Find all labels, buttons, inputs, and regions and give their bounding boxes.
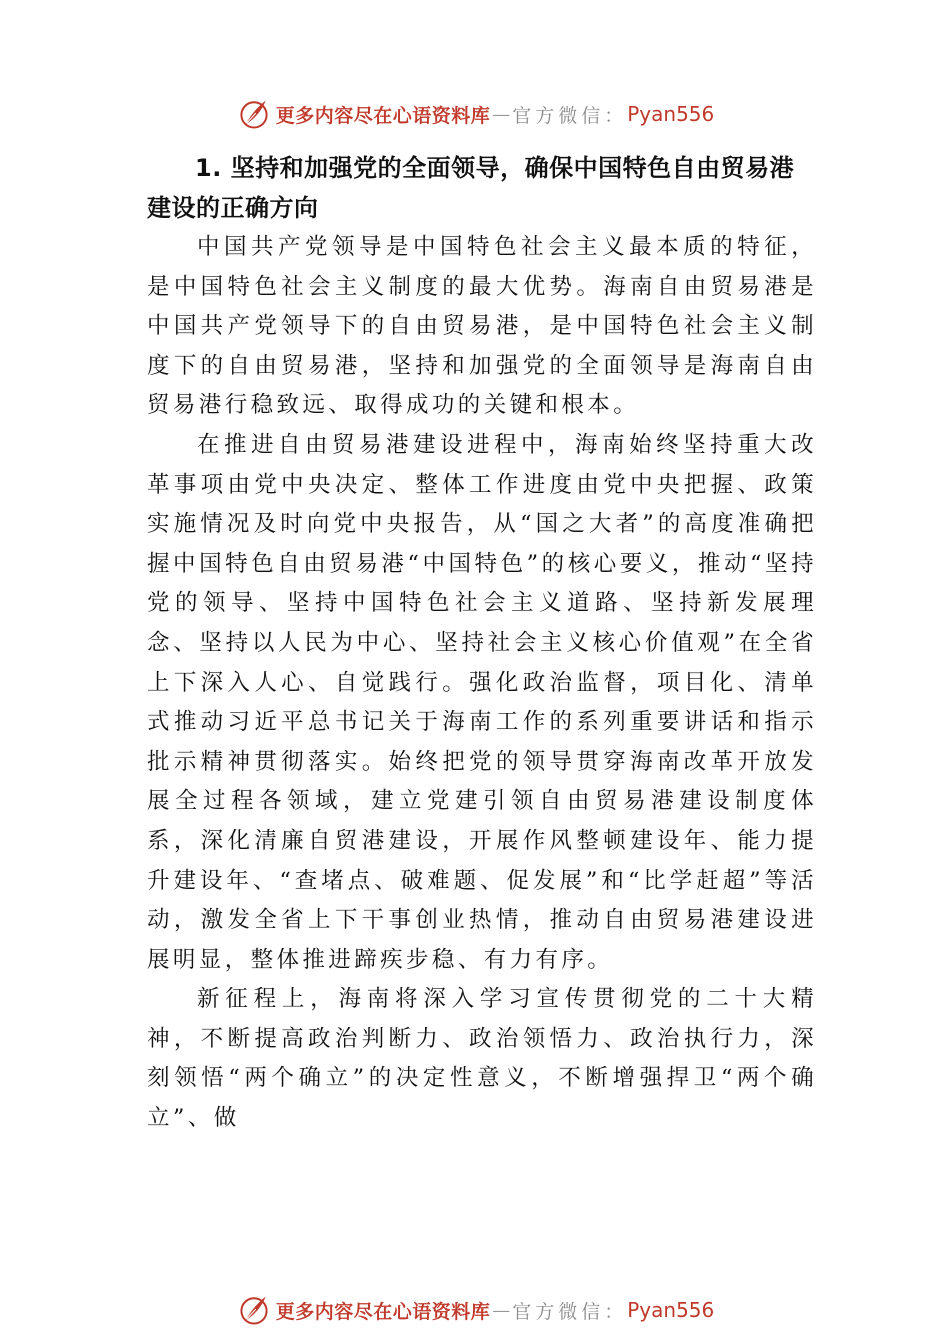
paragraph-3: 新征程上，海南将深入学习宣传贯彻党的二十大精神，不断提高政治判断力、政治领悟力、政治执行力，深刻领悟“两个确立”的决定性意义，不断增强捍卫“两个确立”、做 [147, 986, 817, 1132]
watermark-wechat-id: Pyan556 [627, 102, 715, 126]
watermark-separator: — [492, 103, 511, 125]
watermark-official-label: 官方微信： [512, 1300, 628, 1323]
watermark-footer [0, 1288, 950, 1332]
watermark-brand-text: 更多内容尽在心语资料库 [275, 1300, 491, 1323]
watermark-header [0, 92, 950, 136]
watermark-separator: — [492, 1299, 511, 1321]
watermark-brand-text: 更多内容尽在心语资料库 [275, 104, 491, 127]
watermark-wechat-id: Pyan556 [627, 1298, 715, 1322]
quill-logo-icon [236, 1292, 272, 1328]
watermark-official-label: 官方微信： [512, 104, 628, 127]
section-heading: 1. 坚持和加强党的全面领导，确保中国特色自由贸易港建设的正确方向 [147, 154, 795, 222]
document-body [147, 148, 817, 1139]
paragraph-2: 在推进自由贸易港建设进程中，海南始终坚持重大改革事项由党中央决定、整体工作进度由党中央把握、政策实施情况及时向党中央报告，从“国之大者”的高度准确把握中国特色自由贸易港“中国特色”的核心要义，推动“坚持党的领导、坚持中国特色社会主义道路、坚持新发展理念、坚持以人民为中心、坚持社会主义核心价值观”在全省上下深入人心、自觉践行。强化政治监督，项目化、清单式推动习近平总书记关于海南工作的系列重要讲话和指示批示精神贯彻落实。始终把党的领导贯穿海南改革开放发展全过程各领域，建立党建引领自由贸易港建设制度体系，深化清廉自贸港建设，开展作风整顿建设年、能力提升建设年、“查堵点、破难题、促发展”和“比学赶超”等活动，激发全省上下干事创业热情，推动自由贸易港建设进展明显，整体推进蹄疾步稳、有力有序。 [147, 431, 817, 973]
paragraph-1: 中国共产党领导是中国特色社会主义最本质的特征，是中国特色社会主义制度的最大优势。海南自由贸易港是中国共产党领导下的自由贸易港，是中国特色社会主义制度下的自由贸易港，坚持和加强党的全面领导是海南自由贸易港行稳致远、取得成功的关键和根本。 [147, 234, 817, 419]
quill-logo-icon [236, 96, 272, 132]
